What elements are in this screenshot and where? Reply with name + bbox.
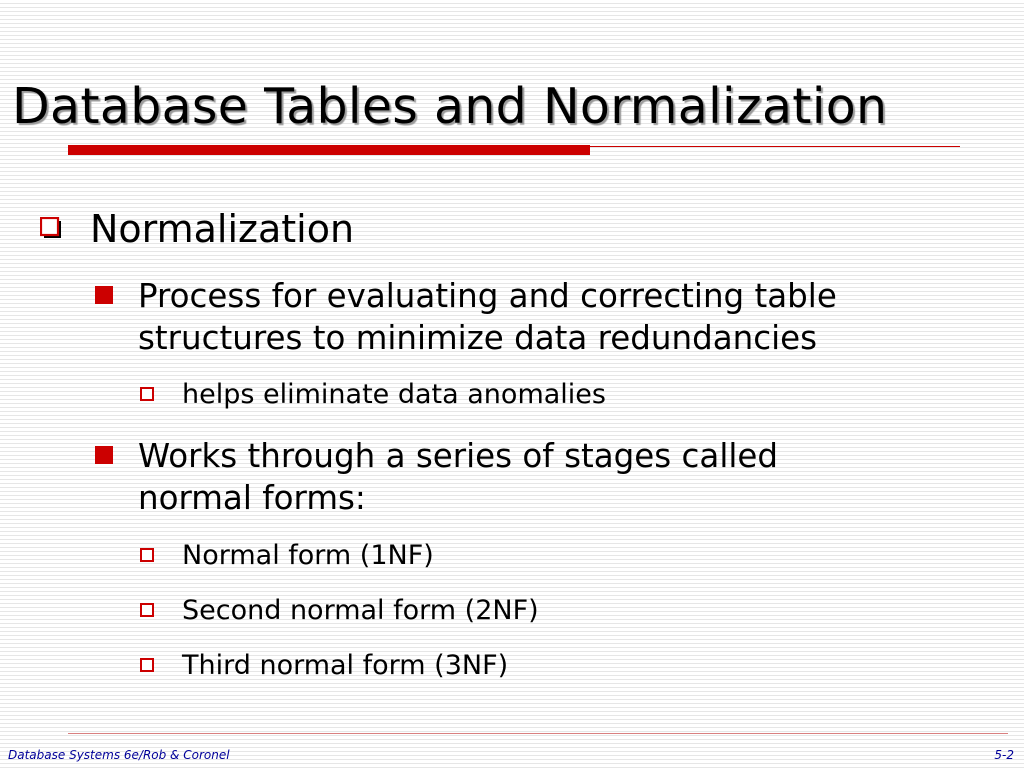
footer-source: Database Systems 6e/Rob & Coronel bbox=[8, 748, 230, 762]
sub-bullet-anomalies-text: helps eliminate data anomalies bbox=[182, 379, 606, 410]
sub-bullet-2nf-text: Second normal form (2NF) bbox=[182, 595, 539, 626]
bullet-stages-line2: normal forms: bbox=[138, 479, 366, 517]
hollow-square-icon bbox=[140, 603, 154, 617]
slide-title: Database Tables and Normalization bbox=[12, 78, 888, 135]
hollow-square-icon bbox=[140, 548, 154, 562]
sub-bullet-3nf-text: Third normal form (3NF) bbox=[182, 650, 509, 681]
hollow-square-icon bbox=[140, 658, 154, 672]
title-underline-thick bbox=[68, 145, 590, 155]
bullet-process-line1: Process for evaluating and correcting table bbox=[138, 277, 837, 315]
filled-square-icon bbox=[95, 446, 113, 464]
bullet-stages-line1: Works through a series of stages called bbox=[138, 437, 779, 475]
hollow-square-icon bbox=[140, 387, 154, 401]
title-underline-thin bbox=[590, 146, 960, 147]
bullet-level1-text: Normalization bbox=[90, 207, 355, 251]
bullet-process-line2: structures to minimize data redundancies bbox=[138, 319, 818, 357]
footer-divider bbox=[68, 733, 1008, 734]
slide-number: 5-2 bbox=[994, 748, 1014, 762]
checkbox-square-icon bbox=[40, 217, 62, 239]
sub-bullet-1nf-text: Normal form (1NF) bbox=[182, 540, 434, 571]
filled-square-icon bbox=[95, 286, 113, 304]
